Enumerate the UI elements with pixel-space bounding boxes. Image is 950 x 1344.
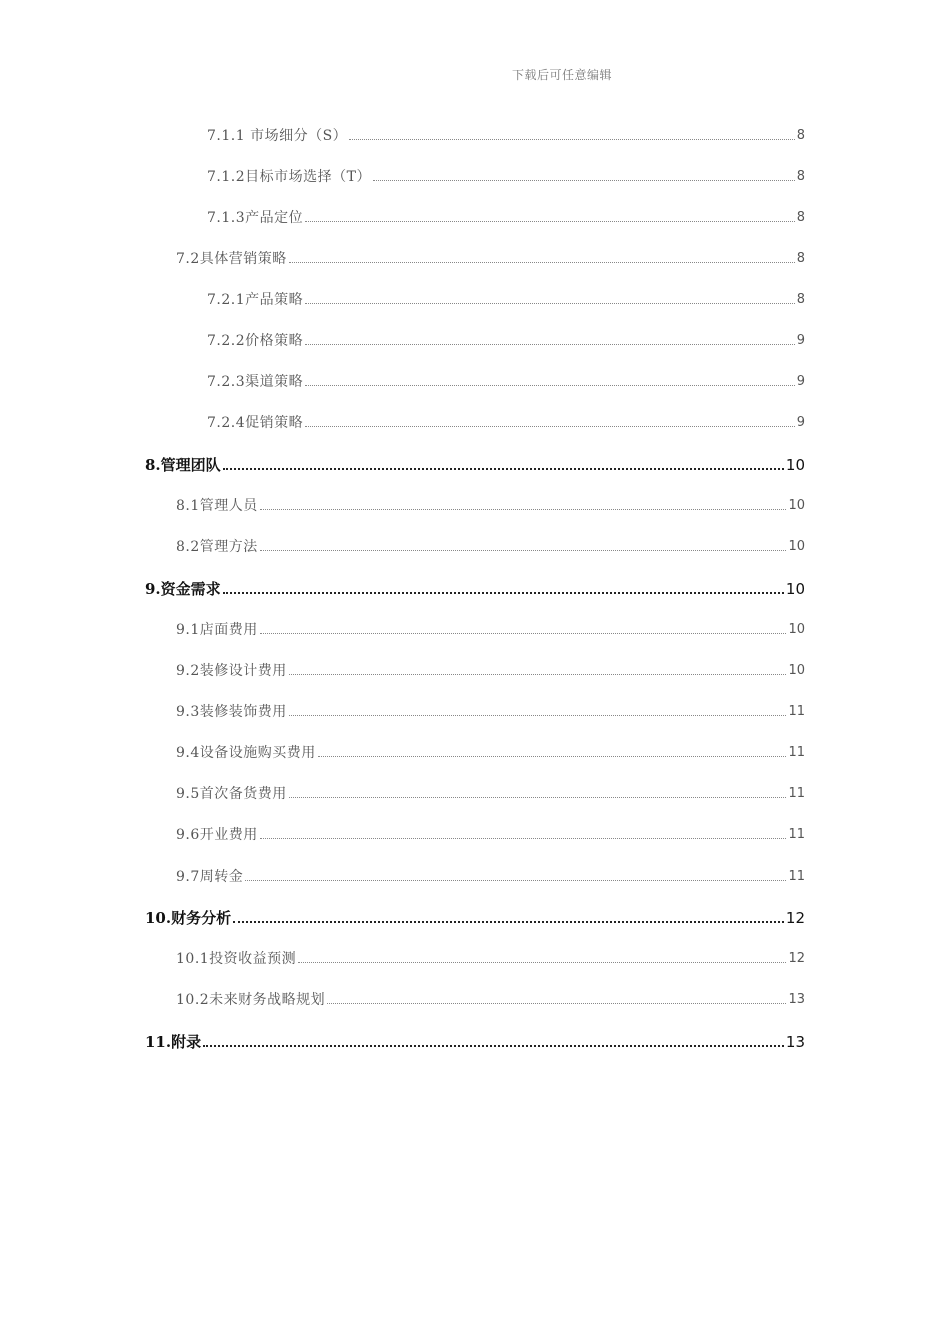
toc-entry-label: 9.5首次备货费用 [176, 786, 287, 802]
toc-entry-page: 13 [785, 1033, 805, 1051]
toc-entry[interactable] [176, 495, 805, 517]
toc-leader-dots [298, 961, 786, 963]
toc-entry-page: 8 [796, 292, 805, 307]
toc-entry-label: 8.管理团队 [145, 456, 221, 474]
toc-entry-page: 13 [788, 992, 805, 1007]
toc-entry[interactable] [145, 454, 805, 476]
toc-leader-dots [289, 261, 795, 263]
toc-leader-dots [223, 466, 784, 470]
toc-entry[interactable] [176, 989, 805, 1011]
toc-leader-dots [305, 425, 795, 427]
toc-entry-page: 12 [788, 951, 805, 966]
toc-entry-page: 11 [788, 745, 805, 760]
toc-entry[interactable] [176, 619, 805, 641]
toc-entry-page: 10 [788, 539, 805, 554]
toc-entry[interactable] [145, 907, 805, 929]
toc-entry-label: 7.1.2目标市场选择（T） [207, 169, 371, 185]
toc-entry-page: 10 [785, 456, 805, 474]
toc-leader-dots [289, 714, 787, 716]
toc-leader-dots [289, 796, 787, 798]
toc-entry-label: 7.2.4促销策略 [207, 415, 304, 431]
toc-leader-dots [318, 755, 787, 757]
toc-entry-label: 11.附录 [145, 1033, 202, 1051]
toc-entry-label: 10.财务分析 [145, 909, 232, 927]
toc-entry[interactable] [207, 371, 805, 393]
toc-entry-page: 10 [788, 498, 805, 513]
toc-leader-dots [203, 1043, 784, 1047]
toc-leader-dots [260, 508, 787, 510]
toc-entry-page: 8 [796, 210, 805, 225]
toc-entry[interactable] [207, 412, 805, 434]
toc-entry[interactable] [176, 701, 805, 723]
toc-leader-dots [327, 1002, 786, 1004]
toc-entry-page: 10 [785, 580, 805, 598]
toc-entry-label: 7.2具体营销策略 [176, 251, 287, 267]
toc-entry-page: 12 [785, 909, 805, 927]
toc-entry-page: 9 [796, 415, 805, 430]
toc-entry-page: 8 [796, 169, 805, 184]
toc-entry[interactable] [176, 783, 805, 805]
toc-leader-dots [260, 837, 787, 839]
toc-entry[interactable] [207, 289, 805, 311]
toc-leader-dots [245, 879, 786, 881]
toc-entry-label: 7.2.2价格策略 [207, 333, 304, 349]
toc-entry[interactable] [176, 742, 805, 764]
toc-entry-page: 10 [788, 622, 805, 637]
toc-entry[interactable] [145, 578, 805, 600]
toc-entry-page: 11 [788, 786, 805, 801]
toc-leader-dots [305, 220, 795, 222]
toc-entry[interactable] [176, 824, 805, 846]
toc-entry[interactable] [207, 125, 805, 147]
toc-entry-label: 7.1.1 市场细分（S） [207, 128, 348, 144]
toc-leader-dots [305, 302, 795, 304]
toc-entry[interactable] [176, 536, 805, 558]
toc-entry[interactable] [176, 948, 805, 970]
toc-entry-label: 7.1.3产品定位 [207, 210, 304, 226]
toc-entry-label: 7.2.3渠道策略 [207, 374, 304, 390]
toc-leader-dots [289, 673, 787, 675]
toc-leader-dots [349, 138, 795, 140]
toc-entry-label: 9.资金需求 [145, 580, 221, 598]
toc-entry[interactable] [145, 1031, 805, 1053]
toc-entry-label: 9.4设备设施购买费用 [176, 745, 316, 761]
toc-entry-label: 9.1店面费用 [176, 622, 258, 638]
toc-leader-dots [233, 919, 784, 923]
toc-entry-label: 7.2.1产品策略 [207, 292, 304, 308]
toc-leader-dots [260, 632, 787, 634]
toc-leader-dots [223, 590, 784, 594]
toc-entry[interactable] [176, 660, 805, 682]
toc-entry-page: 9 [796, 374, 805, 389]
toc-entry-label: 9.2装修设计费用 [176, 663, 287, 679]
toc-entry-page: 11 [788, 704, 805, 719]
toc-entry[interactable] [176, 866, 805, 888]
toc-entry-page: 10 [788, 663, 805, 678]
toc-entry-label: 9.3装修装饰费用 [176, 704, 287, 720]
toc-entry-label: 10.2未来财务战略规划 [176, 992, 326, 1008]
toc-entry[interactable] [207, 330, 805, 352]
toc-leader-dots [305, 343, 795, 345]
toc-leader-dots [373, 179, 795, 181]
toc-entry-label: 10.1投资收益预测 [176, 951, 297, 967]
toc-entry-label: 8.2管理方法 [176, 539, 258, 555]
toc-entry-page: 8 [796, 251, 805, 266]
toc-entry-label: 8.1管理人员 [176, 498, 258, 514]
toc-entry[interactable] [207, 166, 805, 188]
toc-leader-dots [260, 549, 787, 551]
toc-entry-label: 9.7周转金 [176, 869, 244, 885]
toc-entry-page: 8 [796, 128, 805, 143]
header-note: 下载后可任意编辑 [512, 68, 613, 82]
toc-entry-page: 11 [788, 869, 805, 884]
toc-entry-label: 9.6开业费用 [176, 827, 258, 843]
toc-entry-page: 11 [788, 827, 805, 842]
toc-leader-dots [305, 384, 795, 386]
toc-entry[interactable] [207, 207, 805, 229]
toc-entry-page: 9 [796, 333, 805, 348]
toc-entry[interactable] [176, 248, 805, 270]
